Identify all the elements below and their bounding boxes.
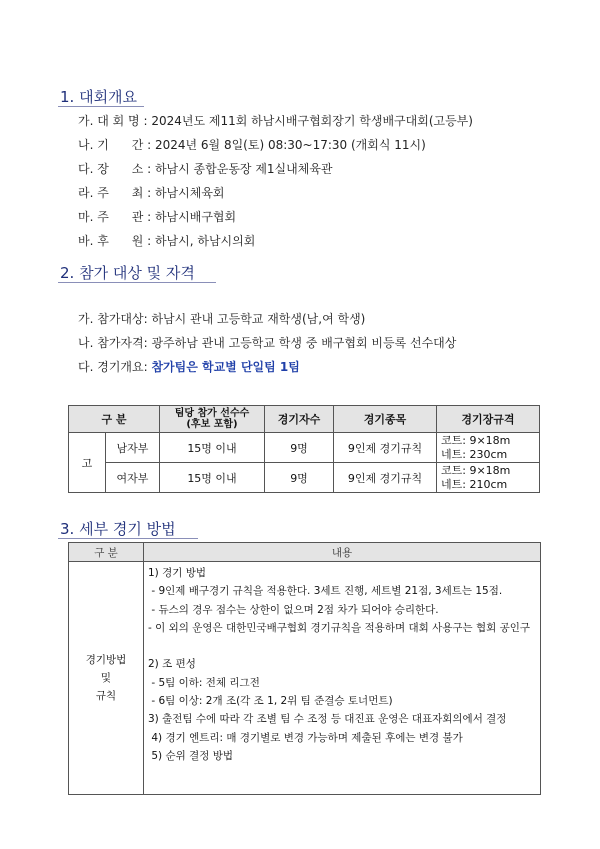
rules-line: - 5팀 이하: 전체 리그전 [148,676,260,689]
rules-line: 1) 경기 방법 [148,567,207,579]
overview-item-venue: 다. 장 소 : 하남시 종합운동장 제1실내체육관 [78,162,333,176]
type-cell: 9인제 경기규칙 [334,463,437,493]
participants-table [68,405,540,493]
group-cell: 고 [69,433,106,493]
rules-table [68,542,541,795]
overview-item-name: 가. 대 회 명 : 2024년도 제11회 하남시배구협회장기 학생배구대회(고등부) [78,114,473,128]
col-content: 내용 [144,543,541,562]
section-1-title: 1. 대회개요 [60,88,138,106]
section-2-title: 2. 참가 대상 및 자격 [60,264,195,282]
eligibility-qualification: 나. 참가자격: 광주하남 관내 고등학교 학생 중 배구협회 비등록 선수대상 [78,336,457,350]
division-cell: 남자부 [106,433,160,463]
rules-line: 2) 조 편성 [148,658,196,671]
court-cell: 코트: 9×18m 네트: 230cm [437,433,540,463]
overview-item-organizer: 마. 주 관 : 하남시배구협회 [78,210,237,224]
rules-line: - 9인제 배구경기 규칙을 적용한다. 3세트 진행, 세트별 21점, 3세트는 15점. [148,585,503,598]
col-court: 경기장규격 [437,406,540,433]
col-refs: 경기자수 [265,406,334,433]
rules-line: - 이 외의 운영은 대한민국배구협회 경기규칙을 적용하며 대회 사용구는 협회 공인구 [148,621,531,634]
col-players: 팀당 참가 선수수 (후보 포함) [160,406,265,433]
court-cell: 코트: 9×18m 네트: 210cm [437,463,540,493]
players-cell: 15명 이내 [160,463,265,493]
refs-cell: 9명 [265,463,334,493]
section-3-title: 3. 세부 경기 방법 [60,520,176,538]
overview-item-host: 라. 주 최 : 하남시체육회 [78,186,225,200]
refs-cell: 9명 [265,433,334,463]
division-cell: 여자부 [106,463,160,493]
table-row [69,562,541,795]
overview-item-period: 나. 기 간 : 2024년 6월 8일(토) 08:30~17:30 (개회식 11시) [78,138,426,152]
type-cell: 9인제 경기규칙 [334,433,437,463]
overview-highlight: 참가팀은 학교별 단일팀 1팀 [151,360,300,374]
rules-blank-line [148,637,536,655]
table-header-row [69,406,540,433]
section-3-underline [58,538,198,539]
table-row [69,433,540,463]
eligibility-overview: 다. 경기개요: 참가팀은 학교별 단일팀 1팀 [78,360,300,374]
eligibility-target: 가. 참가대상: 하남시 관내 고등학교 재학생(남,여 학생) [78,312,366,326]
overview-item-sponsor: 바. 후 원 : 하남시, 하남시의회 [78,234,256,248]
col-category: 구 분 [69,406,160,433]
section-2-underline [58,282,216,283]
rules-content-cell [144,562,541,795]
table-row [69,463,540,493]
rules-line: 4) 경기 엔트리: 매 경기별로 변경 가능하며 제출된 후에는 변경 불가 [148,731,463,744]
rules-line: 3) 출전팀 수에 따라 각 조별 팀 수 조정 등 대진표 운영은 대표자회의에서 결정 [148,713,507,726]
rules-line: - 듀스의 경우 점수는 상한이 없으며 2점 차가 되어야 승리한다. [148,603,439,616]
rules-line: 5) 순위 결정 방법 [148,749,233,762]
col-type: 경기종목 [334,406,437,433]
players-cell: 15명 이내 [160,433,265,463]
rules-line: - 6팀 이상: 2개 조(각 조 1, 2위 팀 준결승 토너먼트) [148,695,393,708]
col-category: 구 분 [69,543,144,562]
table-header-row [69,543,541,562]
section-1-underline [58,106,144,107]
rules-category-cell: 경기방법 및 규칙 [69,562,144,795]
